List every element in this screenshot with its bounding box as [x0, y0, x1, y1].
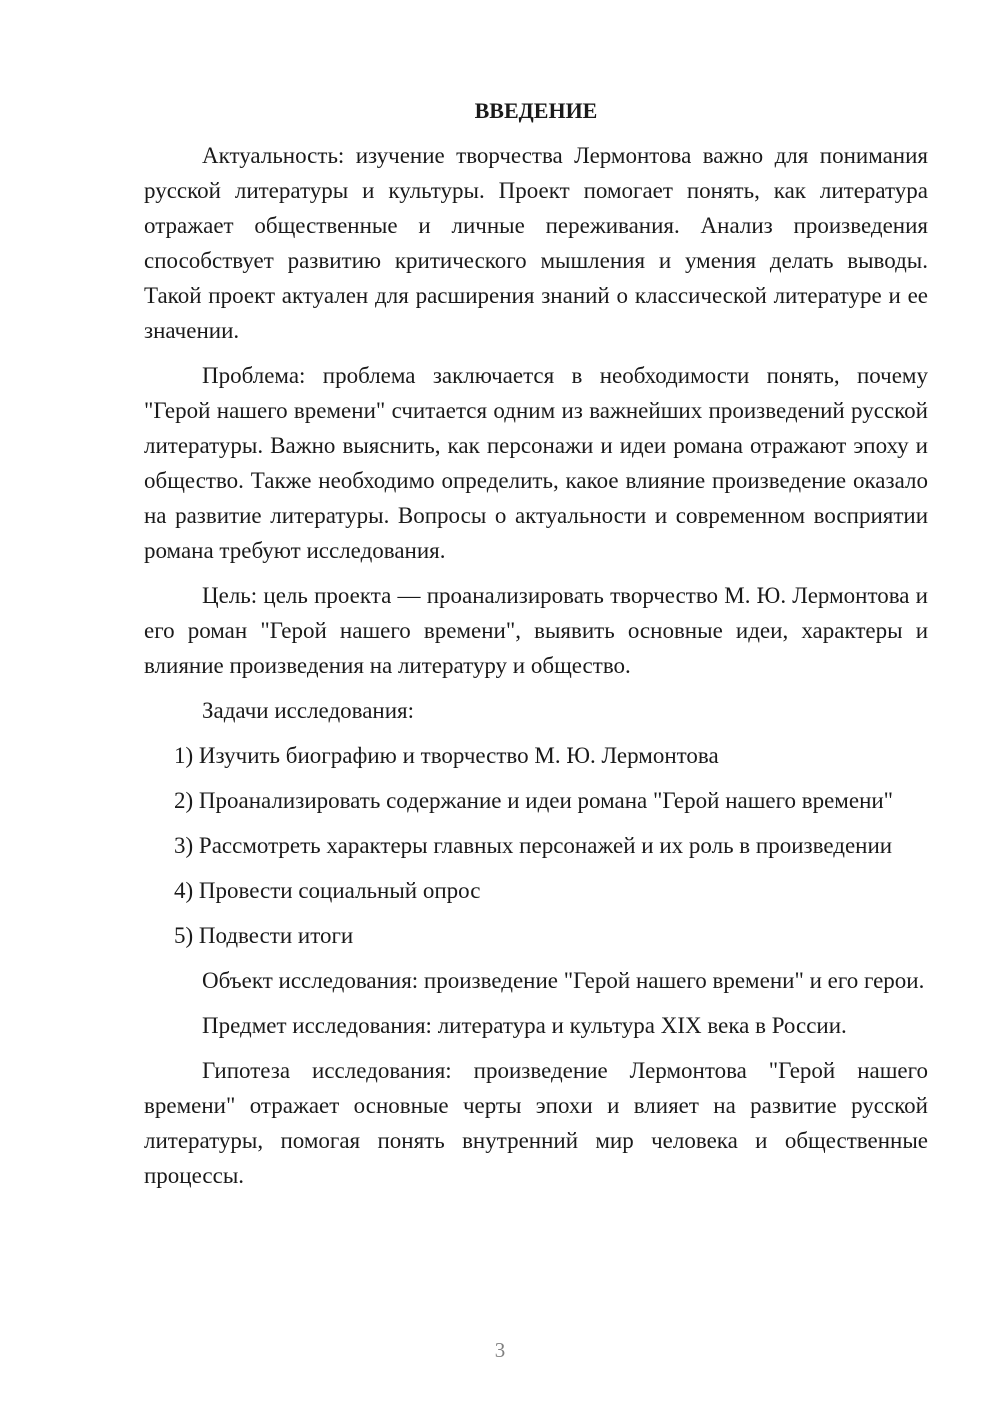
- page-number: 3: [494, 1338, 506, 1362]
- section-heading: ВВЕДЕНИЕ: [474, 98, 598, 123]
- relevance-paragraph: Актуальность: изучение творчества Лермонтова важно для понимания русской литературы и культуры. Проект помогает понять, как литература отражает общественные и личные переживания. Анализ произведения способствует развитию критического мышления и умения делать выводы. Такой проект актуален для расширения знаний о классической литературе и ее значении.: [144, 143, 928, 343]
- hypothesis-paragraph: Гипотеза исследования: произведение Лермонтова "Герой нашего времени" отражает основные черты эпохи и влияет на развитие русской литературы, помогая понять внутренний мир человека и общественные процессы.: [144, 1058, 928, 1188]
- problem-paragraph: Проблема: проблема заключается в необходимости понять, почему "Герой нашего времени" считается одним из важнейших произведений русской литературы. Важно выяснить, как персонажи и идеи романа отражают эпоху и общество. Также необходимо определить, какое влияние произведение оказало на развитие литературы. Вопросы о актуальности и современном восприятии романа требуют исследования.: [144, 363, 928, 563]
- document-page: [144, 96, 928, 1203]
- task-item-4: 4) Провести социальный опрос: [174, 878, 481, 903]
- subject-paragraph: Предмет исследования: литература и культура XIX века в России.: [202, 1013, 847, 1038]
- object-paragraph: Объект исследования: произведение "Герой нашего времени" и его герои.: [202, 968, 925, 993]
- task-item-1: 1) Изучить биографию и творчество М. Ю. Лермонтова: [174, 743, 719, 768]
- goal-paragraph: Цель: цель проекта — проанализировать творчество М. Ю. Лермонтова и его роман "Герой нашего времени", выявить основные идеи, характеры и влияние произведения на литературу и общество.: [144, 583, 928, 678]
- task-item-2: 2) Проанализировать содержание и идеи романа "Герой нашего времени": [174, 788, 894, 813]
- task-item-3: 3) Рассмотреть характеры главных персонажей и их роль в произведении: [174, 833, 893, 858]
- task-item-5: 5) Подвести итоги: [174, 923, 354, 948]
- tasks-title: Задачи исследования:: [202, 698, 415, 723]
